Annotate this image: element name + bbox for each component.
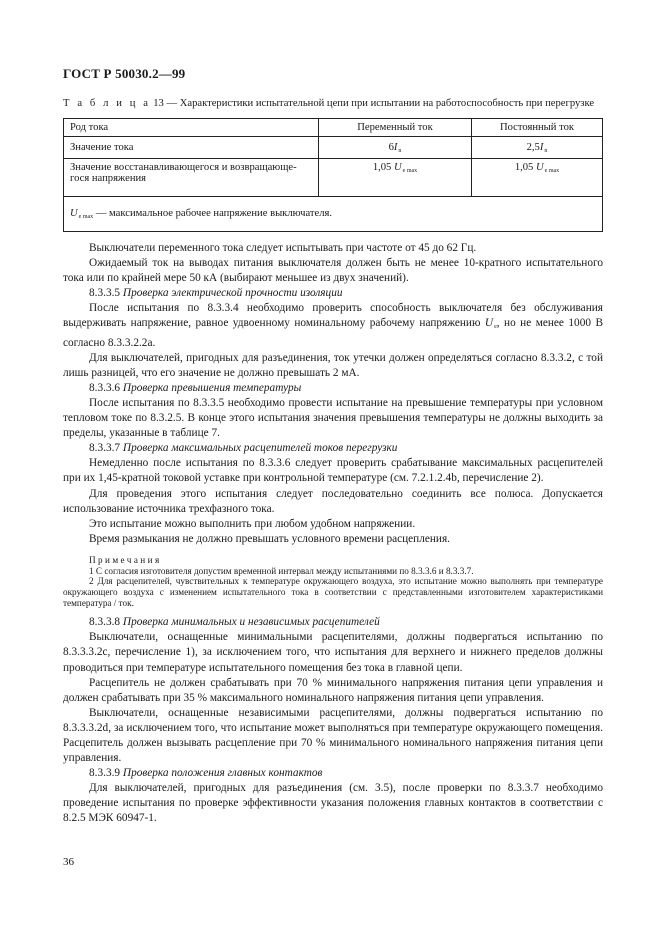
dc-value: $2,5I_n$ — [472, 137, 603, 159]
notes-heading: Примечания — [89, 554, 162, 565]
document-header: ГОСТ Р 50030.2—99 — [63, 66, 186, 81]
paragraph: После испытания по 8.3.3.4 необходимо проверить способность выключателя без обслуживания выдерживать напряжение, равное удвоенному номинальному рабочему напряжению $U_e$, но не менее 1000 В согласно 8.3.3.2.2а. — [63, 302, 603, 349]
paragraph: Выключатели, оснащенные минимальными расцепителями, должны подвергаться испытанию по 8.3.3.3.2с, перечисление 1), за исключением того, что испытания для верхнего и нижнего пределов должны проводиться при температуре испытательного помещения без тока в главной цепи. — [63, 631, 603, 674]
dc-value: 1,05 $U_{e max}$ — [472, 159, 603, 197]
table-row — [64, 159, 603, 197]
paragraph: Для выключателей, пригодных для разъединения (см. 3.5), после проверки по 8.3.3.7 необходимо проведение испытания по проверке эффективности указания положения главных контактов в соответствии с 8.2.5 МЭК 60947-1. — [63, 782, 603, 825]
section-heading: 8.3.3.7 Проверка максимальных расцепителей токов перегрузки — [89, 442, 398, 455]
paragraph: Расцепитель не должен срабатывать при 70 % минимального напряжения питания цепи управления и должен срабатывать при 35 % максимального номинального напряжения питания цепи управления. — [63, 676, 603, 704]
test-circuit-table — [63, 118, 603, 232]
paragraph: Для выключателей, пригодных для разъединения, ток утечки должен определяться согласно 8.3.3.2, с той лишь разницей, что его значение не должно превышать 2 мА. — [63, 351, 603, 379]
row-label: Значение восстанавливающегося и возвращающе-гося напряжения — [64, 159, 319, 197]
paragraph: Выключатели, оснащенные независимыми расцепителями, должны подвергаться испытанию по 8.3.3.3.2d, за исключением того, что испытание может выполняться при температуре окружающего помещения. Расцепитель должен вызывать расцепление при 70 % минимального номинального напряжения питания цепи управления. — [63, 706, 603, 765]
table-header-row — [64, 119, 603, 137]
ac-value: $6I_n$ — [319, 137, 472, 159]
section-heading: 8.3.3.5 Проверка электрической прочности изоляции — [89, 287, 343, 300]
body-text — [63, 241, 603, 827]
page-number: 36 — [63, 856, 74, 868]
table-label: Т а б л и ц а — [63, 98, 151, 109]
paragraph: Для проведения этого испытания следует последовательно соединить все полюса. Допускается использование источника трехфазного тока. — [63, 487, 603, 515]
ac-value: 1,05 $U_{e max}$ — [319, 159, 472, 197]
paragraph: После испытания по 8.3.3.5 необходимо провести испытание на превышение температуры при условном тепловом токе по 8.3.2.5. В конце этого испытания значения превышения температуры не должны выходить за пределы, указанные в таблице 7. — [63, 396, 603, 440]
paragraph: Время размыкания не должно превышать условного времени расцепления. — [89, 532, 450, 545]
paragraph: Ожидаемый ток на выводах питания выключателя должен быть не менее 10-кратного испытательного тока или по крайней мере 50 кА (выбирают меньшее из двух значений). — [63, 257, 603, 285]
column-header: Постоянный ток — [472, 119, 603, 137]
column-header: Переменный ток — [319, 119, 472, 137]
table-footnote: $U_{e max}$ — максимальное рабочее напряжение выключателя. — [64, 197, 603, 232]
paragraph: Выключатели переменного тока следует испытывать при частоте от 45 до 62 Гц. — [89, 242, 477, 254]
section-heading: 8.3.3.6 Проверка превышения температуры — [89, 381, 302, 394]
note: 1 С согласия изготовителя допустим временной интервал между испытаниями по 8.3.3.6 и 8.3.3.7. — [89, 565, 474, 576]
column-header: Род тока — [64, 119, 319, 137]
table-row — [64, 137, 603, 159]
table-footnote-row — [64, 197, 603, 232]
section-heading: 8.3.3.9 Проверка положения главных контактов — [89, 767, 323, 780]
section-heading: 8.3.3.8 Проверка минимальных и независимых расцепителей — [89, 616, 380, 629]
paragraph: Немедленно после испытания по 8.3.3.6 следует проверить срабатывание максимальных расцепителей при их 1,45-кратной токовой уставке при контрольной температуре (см. 7.2.1.2.4b, перечисление 2). — [63, 457, 603, 485]
table-caption — [63, 98, 603, 109]
table-caption-text: 13 — Характеристики испытательной цепи при испытании на работоспособность при перегрузке — [153, 98, 595, 109]
row-label: Значение тока — [64, 137, 319, 159]
paragraph: Это испытание можно выполнить при любом удобном напряжении. — [89, 517, 416, 530]
note: 2 Для расцепителей, чувствительных к температуре окружающего воздуха, это испытание можно выполнять при температуре окружающего воздуха с изменением испытательного тока в соответствии с представленными изготовителем характеристиками температура / ток. — [63, 576, 603, 608]
